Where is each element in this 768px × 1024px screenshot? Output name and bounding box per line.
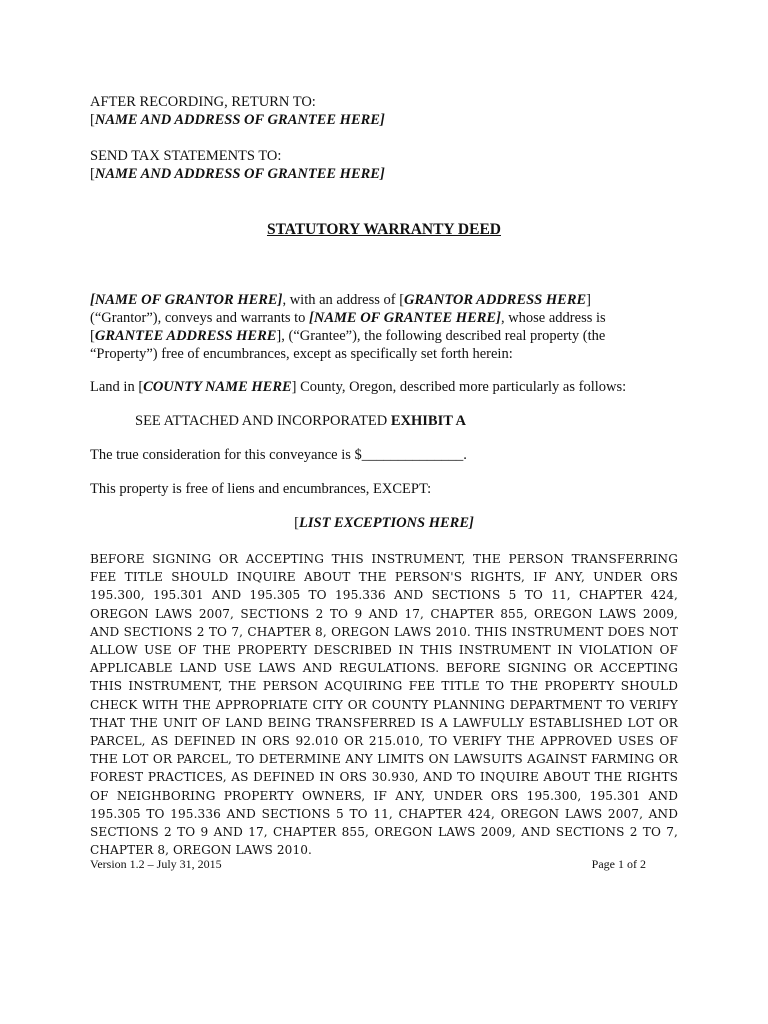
consideration-line: The true consideration for this conveyance is $______________. bbox=[90, 447, 467, 463]
grantor-line-2 bbox=[90, 309, 678, 327]
exceptions-line bbox=[90, 514, 678, 532]
grantor-name-placeholder: [NAME OF GRANTOR HERE] bbox=[90, 292, 283, 308]
grantor-text-5: [ bbox=[90, 328, 95, 344]
return-address-block bbox=[90, 93, 678, 129]
grantor-text-4: , whose address is bbox=[500, 310, 606, 326]
grantee-name-placeholder: [NAME OF GRANTEE HERE] bbox=[309, 310, 501, 326]
exhibit-text: SEE ATTACHED AND INCORPORATED bbox=[135, 413, 391, 429]
grantor-address-placeholder: GRANTOR ADDRESS HERE bbox=[404, 292, 587, 308]
grantor-line-4: “Property”) free of encumbrances, except as specifically set forth herein: bbox=[90, 346, 513, 362]
tax-bracket: [ bbox=[90, 166, 95, 182]
grantor-paragraph bbox=[90, 291, 678, 363]
liens-line: This property is free of liens and encumbrances, EXCEPT: bbox=[90, 481, 432, 497]
after-recording-bracket: [ bbox=[90, 112, 95, 128]
tax-statements-grantee-line bbox=[90, 165, 678, 183]
grantor-line-3 bbox=[90, 327, 678, 345]
page-number: Page 1 of 2 bbox=[591, 857, 646, 871]
grantor-text-1: , with an address of [ bbox=[282, 292, 405, 308]
version-label: Version 1.2 – July 31, 2015 bbox=[90, 857, 222, 871]
land-paragraph bbox=[90, 378, 678, 396]
exceptions-bracket: [ bbox=[294, 515, 299, 531]
exceptions-placeholder: LIST EXCEPTIONS HERE] bbox=[299, 515, 474, 531]
grantor-line-1 bbox=[90, 291, 678, 309]
after-recording-label: AFTER RECORDING, RETURN TO: bbox=[90, 94, 316, 110]
tax-statements-block bbox=[90, 147, 678, 183]
exhibit-line bbox=[90, 412, 678, 430]
after-recording-placeholder: NAME AND ADDRESS OF GRANTEE HERE] bbox=[94, 112, 385, 128]
grantor-text-6: ], (“Grantee”), the following described real property (the bbox=[276, 328, 606, 344]
document-page bbox=[90, 93, 678, 859]
land-text-2: ] County, Oregon, described more particularly as follows: bbox=[291, 379, 627, 395]
grantor-text-3: (“Grantor”), conveys and warrants to bbox=[90, 310, 310, 326]
document-title: STATUTORY WARRANTY DEED bbox=[266, 221, 501, 238]
statutory-notice: BEFORE SIGNING OR ACCEPTING THIS INSTRUMENT, THE PERSON TRANSFERRING FEE TITLE SHOULD INQUIRE ABOUT THE PERSON'S RIGHTS, IF ANY, UNDER ORS 195.300, 195.301 AND 195.305 TO 195.336 AND SECTIONS 5 TO 11, CHAPTER 424, OREGON LAWS 2007, SECTIONS 2 TO 9 AND 17, CHAPTER 855, OREGON LAWS 2009, AND SECTIONS 2 TO 7, CHAPTER 8, OREGON LAWS 2010. THIS INSTRUMENT DOES NOT ALLOW USE OF THE PROPERTY DESCRIBED IN THIS INSTRUMENT IN VIOLATION OF APPLICABLE LAND USE LAWS AND REGULATIONS. BEFORE SIGNING OR ACCEPTING THIS INSTRUMENT, THE PERSON ACQUIRING FEE TITLE TO THE PROPERTY SHOULD CHECK WITH THE APPROPRIATE CITY OR COUNTY PLANNING DEPARTMENT TO VERIFY THAT THE UNIT OF LAND BEING TRANSFERRED IS A LAWFULLY ESTABLISHED LOT OR PARCEL, AS DEFINED IN ORS 92.010 OR 215.010, TO VERIFY THE APPROVED USES OF THE LOT OR PARCEL, TO DETERMINE ANY LIMITS ON LAWSUITS AGAINST FARMING OR FOREST PRACTICES, AS DEFINED IN ORS 30.930, AND TO INQUIRE ABOUT THE RIGHTS OF NEIGHBORING PROPERTY OWNERS, IF ANY, UNDER ORS 195.300, 195.301 AND 195.305 TO 195.336 AND SECTIONS 5 TO 11, CHAPTER 424, OREGON LAWS 2007, AND SECTIONS 2 TO 9 AND 17, CHAPTER 855, OREGON LAWS 2009, AND SECTIONS 2 TO 7, CHAPTER 8, OREGON LAWS 2010. bbox=[90, 552, 678, 858]
tax-statements-placeholder: NAME AND ADDRESS OF GRANTEE HERE] bbox=[94, 166, 385, 182]
tax-statements-label: SEND TAX STATEMENTS TO: bbox=[90, 148, 282, 164]
county-placeholder: COUNTY NAME HERE bbox=[143, 379, 292, 395]
land-text-1: Land in [ bbox=[90, 379, 144, 395]
grantee-address-placeholder: GRANTEE ADDRESS HERE bbox=[94, 328, 277, 344]
exhibit-label: EXHIBIT A bbox=[390, 413, 466, 429]
after-recording-grantee-line bbox=[90, 111, 678, 129]
grantor-text-2: ] bbox=[586, 292, 592, 308]
